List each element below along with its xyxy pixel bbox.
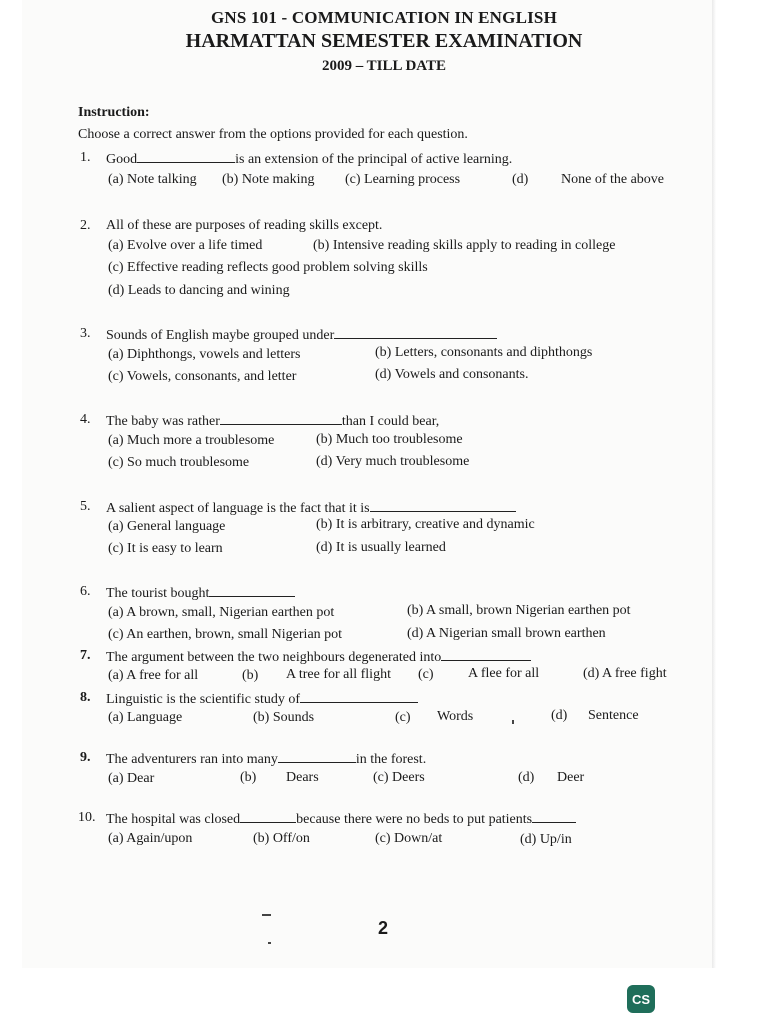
- question-text: All of these are purposes of reading skills except.: [106, 218, 383, 233]
- option-a: (a) A free for all: [108, 668, 199, 683]
- instruction-title: Instruction:: [78, 105, 150, 120]
- question-number: 5.: [80, 499, 91, 514]
- option-d: None of the above: [561, 172, 665, 187]
- option-a: (a) General language: [108, 519, 226, 534]
- option-b: (b) Off/on: [253, 831, 310, 846]
- option-c: (c) Deers: [373, 770, 425, 785]
- option-a: (a) Language: [108, 710, 183, 725]
- course-title: GNS 101 - COMMUNICATION IN ENGLISH: [210, 8, 558, 27]
- option-c: A flee for all: [468, 666, 540, 681]
- option-b: (b) Letters, consonants and diphthongs: [375, 345, 593, 360]
- instruction-text: Choose a correct answer from the options provided for each question.: [78, 127, 468, 142]
- question-number: 8.: [80, 690, 91, 705]
- question-number: 10.: [78, 810, 96, 825]
- option-d-label: (d): [512, 172, 529, 187]
- option-b: Dears: [286, 770, 319, 785]
- option-c: Words: [437, 709, 474, 724]
- question-number: 4.: [80, 412, 91, 427]
- option-a: (a) Dear: [108, 771, 155, 786]
- question-number: 9.: [80, 750, 91, 765]
- exam-years: 2009 – TILL DATE: [321, 58, 447, 74]
- question-text: The hospital was closed because there were no beds to put patients: [106, 810, 576, 828]
- question-number: 7.: [80, 648, 91, 663]
- option-c-label: (c): [418, 667, 434, 682]
- question-text: Sounds of English maybe grouped under: [106, 326, 497, 344]
- exam-title: HARMATTAN SEMESTER EXAMINATION: [185, 30, 583, 52]
- question-text: The baby was rather than I could bear,: [106, 414, 440, 429]
- option-b-label: (b): [242, 668, 259, 683]
- question-text: Linguistic is the scientific study of: [106, 690, 418, 708]
- option-d: (d) Leads to dancing and wining: [108, 283, 290, 298]
- option-b: (b) Sounds: [253, 710, 315, 725]
- question-text: A salient aspect of language is the fact that it is: [106, 499, 516, 517]
- watermark-text: CS: [631, 991, 651, 1007]
- question-number: 1.: [80, 150, 91, 165]
- camscanner-logo-icon: [627, 985, 655, 1013]
- option-b: A tree for all flight: [286, 667, 391, 682]
- question-text: The argument between the two neighbours degenerated into: [106, 648, 531, 666]
- question-text: The tourist bought: [106, 584, 295, 602]
- question-number: 6.: [80, 584, 91, 599]
- option-a: (a) A brown, small, Nigerian earthen pot: [108, 605, 335, 620]
- question-text: Good is an extension of the principal of active learning.: [106, 152, 513, 167]
- option-a: (a) Evolve over a life timed: [108, 238, 263, 253]
- option-d: (d) Very much troublesome: [316, 454, 470, 469]
- option-d: Sentence: [588, 708, 639, 723]
- question-number: 3.: [80, 326, 91, 341]
- option-a: (a) Diphthongs, vowels and letters: [108, 347, 301, 362]
- option-c: (c) Down/at: [375, 831, 443, 846]
- option-d: (d) Up/in: [520, 832, 572, 847]
- option-a: (a) Much more a troublesome: [108, 433, 275, 448]
- option-b: (b) A small, brown Nigerian earthen pot: [407, 603, 631, 618]
- option-c: (c) Effective reading reflects good problem solving skills: [108, 260, 428, 275]
- scan-speck: [262, 914, 271, 916]
- option-a: (a) Note talking: [108, 172, 197, 187]
- option-c: (c) So much troublesome: [108, 455, 250, 470]
- option-c: (c) An earthen, brown, small Nigerian pot: [108, 627, 343, 642]
- page-number: 2: [378, 918, 389, 938]
- question-text: The adventurers ran into many in the forest.: [106, 752, 427, 767]
- option-b: (b) Intensive reading skills apply to reading in college: [313, 238, 616, 253]
- option-b-label: (b): [240, 770, 257, 785]
- option-a: (a) Again/upon: [108, 831, 193, 846]
- option-c: (c) It is easy to learn: [108, 541, 223, 556]
- scan-speck: [512, 720, 514, 724]
- option-b: (b) Note making: [222, 172, 315, 187]
- option-c: (c) Vowels, consonants, and letter: [108, 369, 297, 384]
- option-d: (d) A Nigerian small brown earthen: [407, 626, 606, 641]
- option-d: (d) It is usually learned: [316, 540, 446, 555]
- option-d: Deer: [557, 770, 585, 785]
- option-b: (b) Much too troublesome: [316, 432, 463, 447]
- option-b: (b) It is arbitrary, creative and dynamic: [316, 517, 535, 532]
- option-d-label: (d): [551, 708, 568, 723]
- option-d-label: (d): [518, 770, 535, 785]
- scan-speck: [268, 942, 271, 944]
- paper-edge: [712, 0, 716, 968]
- option-c-label: (c): [395, 710, 411, 725]
- option-d: (d) A free fight: [583, 666, 667, 681]
- question-number: 2.: [80, 218, 91, 233]
- option-d: (d) Vowels and consonants.: [375, 367, 529, 382]
- option-c: (c) Learning process: [345, 172, 461, 187]
